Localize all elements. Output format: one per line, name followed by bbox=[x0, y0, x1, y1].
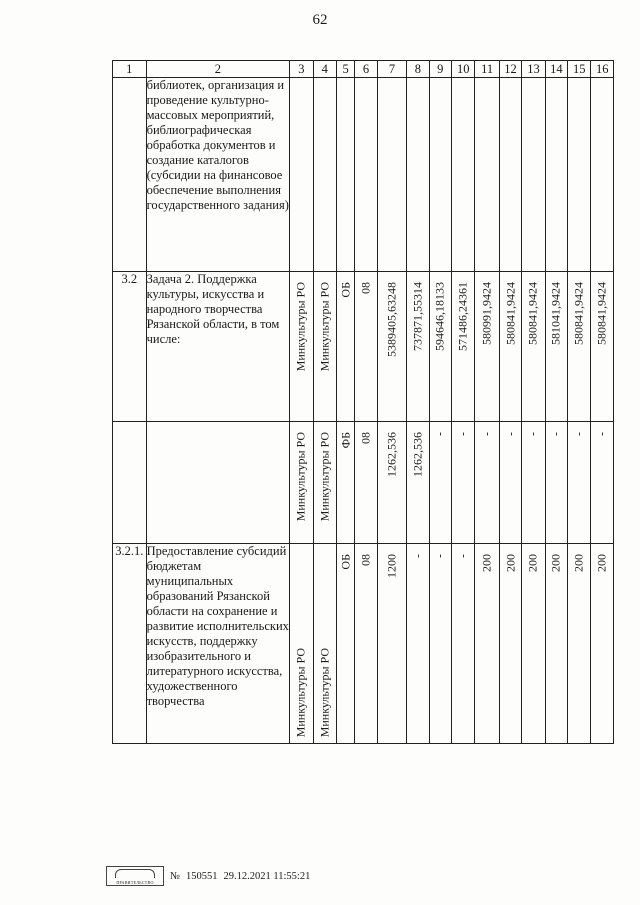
document-footer bbox=[106, 866, 310, 886]
cell-value: 580841,9424 bbox=[503, 282, 518, 345]
table-cell bbox=[522, 272, 545, 422]
header-cell: 4 bbox=[313, 61, 336, 78]
table-cell bbox=[355, 422, 377, 544]
row-number bbox=[113, 422, 147, 544]
table-cell bbox=[377, 272, 407, 422]
cell-value: 5389405,63248 bbox=[384, 282, 399, 357]
table-cell bbox=[522, 544, 545, 744]
table-cell bbox=[355, 78, 377, 272]
table-cell bbox=[591, 422, 614, 544]
table-cell bbox=[545, 272, 567, 422]
cell-value: - bbox=[479, 432, 494, 436]
table-row bbox=[113, 272, 614, 422]
cell-value: Минкультуры РО bbox=[293, 647, 308, 737]
cell-value: 580841,9424 bbox=[525, 282, 540, 345]
table-cell bbox=[313, 272, 336, 422]
table-cell bbox=[313, 422, 336, 544]
table-cell bbox=[499, 78, 521, 272]
header-cell: 7 bbox=[377, 61, 407, 78]
cell-value: - bbox=[432, 432, 447, 436]
cell-value: 580841,9424 bbox=[594, 282, 609, 345]
header-cell: 2 bbox=[146, 61, 290, 78]
table-cell bbox=[313, 544, 336, 744]
table-cell bbox=[452, 78, 475, 272]
table-cell bbox=[545, 422, 567, 544]
table-cell bbox=[499, 544, 521, 744]
cell-value: 200 bbox=[548, 554, 563, 572]
cell-value: 571486,24361 bbox=[455, 282, 470, 351]
page-number: 62 bbox=[312, 12, 328, 28]
cell-value: 580841,9424 bbox=[571, 282, 586, 345]
cell-value: - bbox=[503, 432, 518, 436]
header-cell: 1 bbox=[113, 61, 147, 78]
row-number: 3.2 bbox=[113, 272, 147, 422]
table-cell bbox=[290, 422, 313, 544]
government-emblem-icon bbox=[106, 866, 164, 886]
cell-value: 594646,18133 bbox=[432, 282, 447, 351]
table-cell bbox=[336, 78, 354, 272]
table-cell bbox=[313, 78, 336, 272]
table-cell bbox=[452, 422, 475, 544]
table-cell bbox=[336, 422, 354, 544]
table-cell bbox=[377, 422, 407, 544]
cell-value: 08 bbox=[358, 282, 373, 294]
table-cell bbox=[429, 78, 451, 272]
table-cell bbox=[568, 544, 591, 744]
table-cell bbox=[591, 544, 614, 744]
row-description: библиотек, организация и проведение культурно-массовых мероприятий, библиографическая обработка документов и создание каталогов (субсидии на финансовое обеспечение выполнения государственного задания) bbox=[146, 78, 290, 272]
cell-value: Минкультуры РО bbox=[293, 282, 308, 372]
cell-value: - bbox=[571, 432, 586, 436]
table-cell bbox=[522, 78, 545, 272]
table-cell bbox=[452, 272, 475, 422]
cell-value: - bbox=[455, 554, 470, 558]
cell-value: 1262,536 bbox=[410, 432, 425, 477]
row-description: Задача 2. Поддержка культуры, искусства и народного творчества Рязанской области, в том числе: bbox=[146, 272, 290, 422]
table-cell bbox=[475, 78, 499, 272]
table-cell bbox=[499, 422, 521, 544]
cell-value: Минкультуры РО bbox=[317, 432, 332, 522]
cell-value: - bbox=[432, 554, 447, 558]
cell-value: 200 bbox=[594, 554, 609, 572]
cell-value: 200 bbox=[503, 554, 518, 572]
table-cell bbox=[355, 544, 377, 744]
table-cell bbox=[407, 422, 429, 544]
table-cell bbox=[591, 272, 614, 422]
table-cell bbox=[568, 272, 591, 422]
header-cell: 14 bbox=[545, 61, 567, 78]
table-cell bbox=[475, 544, 499, 744]
cell-value: 08 bbox=[358, 554, 373, 566]
table-cell bbox=[545, 78, 567, 272]
table-cell bbox=[522, 422, 545, 544]
cell-value: Минкультуры РО bbox=[317, 647, 332, 737]
cell-value: - bbox=[594, 432, 609, 436]
row-number: 3.2.1. bbox=[113, 544, 147, 744]
table-cell bbox=[591, 78, 614, 272]
table-cell bbox=[499, 272, 521, 422]
document-number: 150551 bbox=[186, 870, 218, 882]
table-cell bbox=[475, 272, 499, 422]
header-cell: 12 bbox=[499, 61, 521, 78]
table-row bbox=[113, 544, 614, 744]
table-cell bbox=[407, 78, 429, 272]
table-cell bbox=[290, 78, 313, 272]
cell-value: - bbox=[525, 432, 540, 436]
cell-value: ФБ bbox=[338, 432, 353, 449]
table-cell bbox=[407, 544, 429, 744]
table-row bbox=[113, 422, 614, 544]
table-cell bbox=[290, 272, 313, 422]
table-cell bbox=[377, 78, 407, 272]
table-cell bbox=[475, 422, 499, 544]
table-cell bbox=[407, 272, 429, 422]
stamp-text: ПРАВИТЕЛЬСТВО bbox=[116, 880, 154, 885]
header-cell: 5 bbox=[336, 61, 354, 78]
table-cell bbox=[290, 544, 313, 744]
table-cell bbox=[568, 78, 591, 272]
cell-value: 580991,9424 bbox=[479, 282, 494, 345]
cell-value: Минкультуры РО bbox=[317, 282, 332, 372]
table-cell bbox=[336, 544, 354, 744]
header-cell: 9 bbox=[429, 61, 451, 78]
row-description: Предоставление субсидий бюджетам муниципальных образований Рязанской области на сохранение и развитие исполнительских искусств, поддержку изобразительного и литературного искусства, художественного творчества bbox=[146, 544, 290, 744]
header-cell: 11 bbox=[475, 61, 499, 78]
header-cell: 6 bbox=[355, 61, 377, 78]
program-table bbox=[112, 60, 614, 744]
header-cell: 3 bbox=[290, 61, 313, 78]
cell-value: - bbox=[410, 554, 425, 558]
cell-value: - bbox=[455, 432, 470, 436]
document-datetime: 29.12.2021 11:55:21 bbox=[223, 870, 311, 882]
cell-value: 200 bbox=[525, 554, 540, 572]
header-cell: 8 bbox=[407, 61, 429, 78]
row-number bbox=[113, 78, 147, 272]
table-cell bbox=[545, 544, 567, 744]
table-row bbox=[113, 78, 614, 272]
table-cell bbox=[429, 422, 451, 544]
table-cell bbox=[355, 272, 377, 422]
table-cell bbox=[377, 544, 407, 744]
table-cell bbox=[429, 272, 451, 422]
number-symbol: № bbox=[170, 870, 181, 882]
table-cell bbox=[429, 544, 451, 744]
header-cell: 13 bbox=[522, 61, 545, 78]
cell-value: - bbox=[548, 432, 563, 436]
table-cell bbox=[568, 422, 591, 544]
cell-value: 08 bbox=[358, 432, 373, 444]
cell-value: 200 bbox=[479, 554, 494, 572]
cell-value: ОБ bbox=[338, 282, 353, 298]
header-cell: 16 bbox=[591, 61, 614, 78]
row-description bbox=[146, 422, 290, 544]
header-row bbox=[113, 61, 614, 78]
cell-value: ОБ bbox=[338, 554, 353, 570]
cell-value: 1200 bbox=[384, 554, 399, 578]
cell-value: 737871,55314 bbox=[410, 282, 425, 351]
table-cell bbox=[336, 272, 354, 422]
cell-value: Минкультуры РО bbox=[293, 432, 308, 522]
cell-value: 581041,9424 bbox=[548, 282, 563, 345]
cell-value: 1262,536 bbox=[384, 432, 399, 477]
cell-value: 200 bbox=[571, 554, 586, 572]
header-cell: 15 bbox=[568, 61, 591, 78]
header-cell: 10 bbox=[452, 61, 475, 78]
table-cell bbox=[452, 544, 475, 744]
